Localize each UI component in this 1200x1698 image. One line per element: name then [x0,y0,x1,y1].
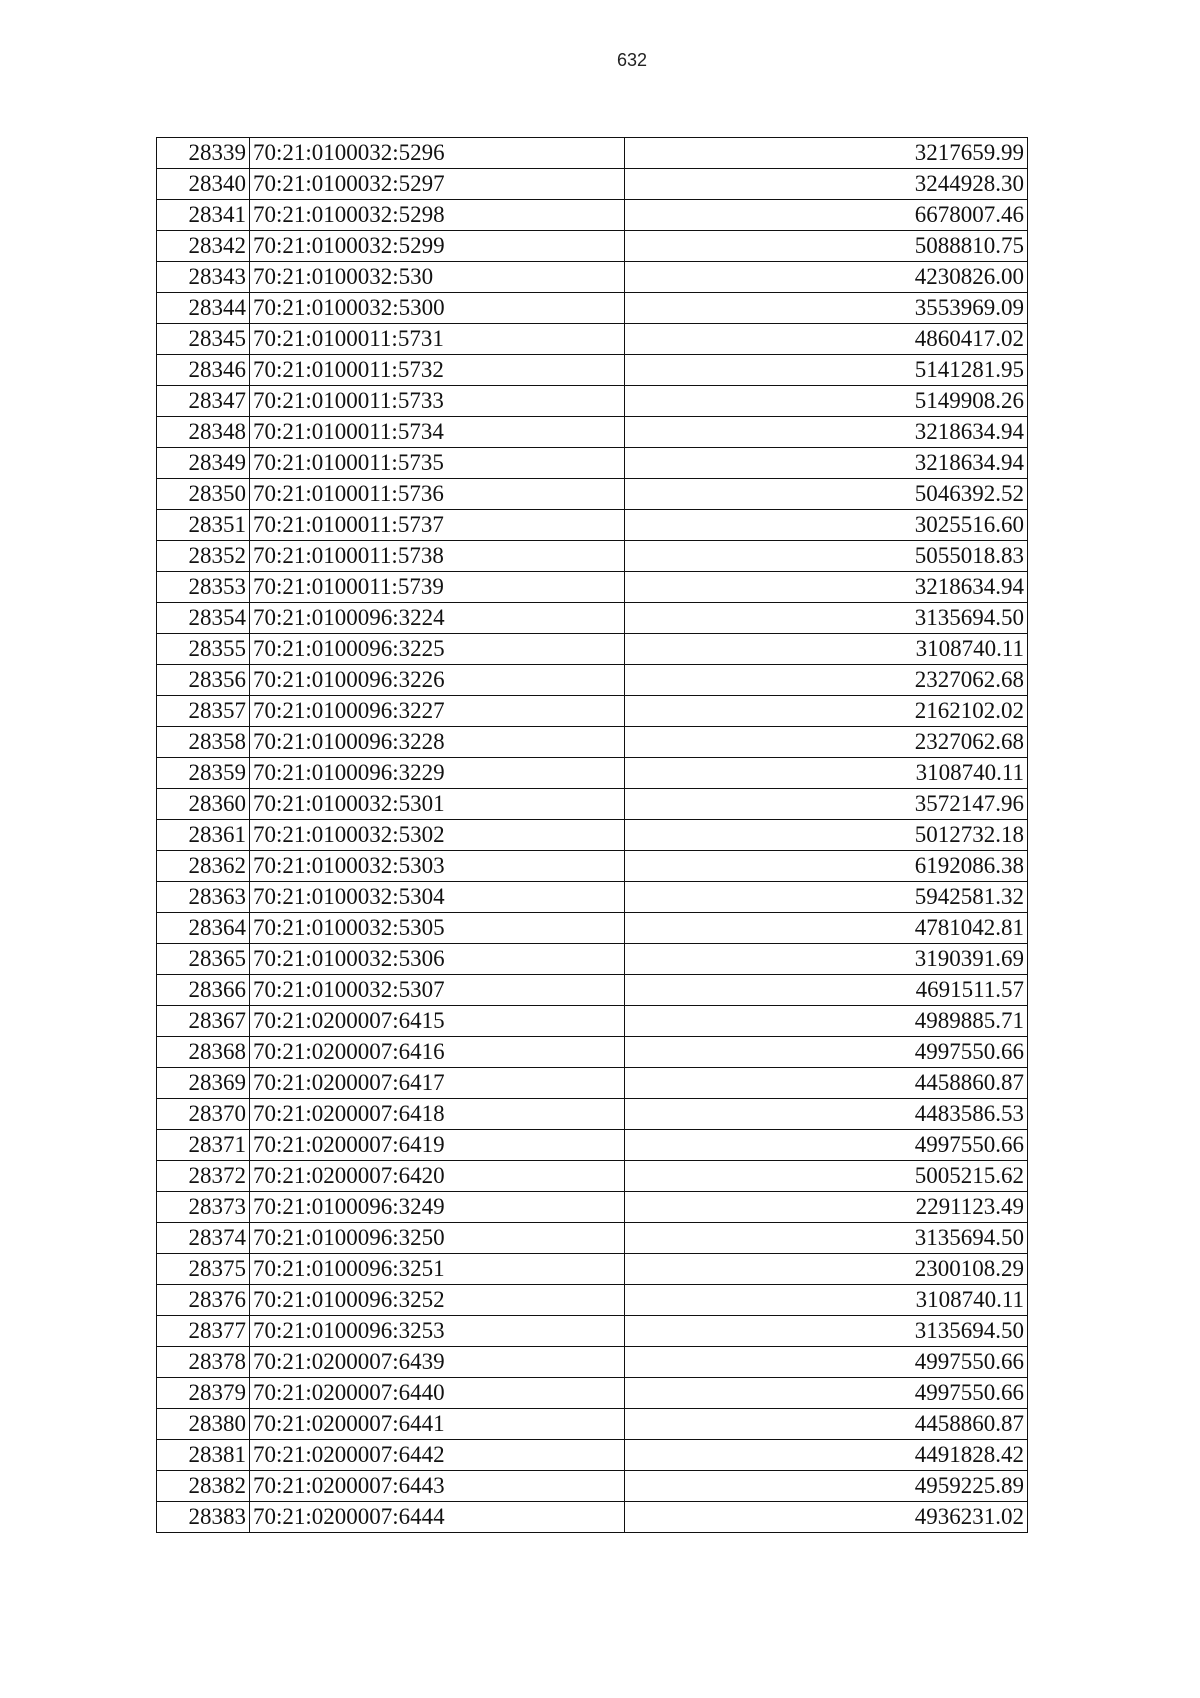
value-cell: 2291123.49 [625,1192,1028,1223]
table-row [157,572,1028,603]
cadastral-number-cell: 70:21:0200007:6439 [250,1347,625,1378]
row-number-cell: 28342 [157,231,250,262]
value-cell: 5046392.52 [625,479,1028,510]
table-row [157,820,1028,851]
row-number-cell: 28354 [157,603,250,634]
table-row [157,1254,1028,1285]
value-cell: 3135694.50 [625,1223,1028,1254]
registry-table-body [157,138,1028,1533]
cadastral-number-cell: 70:21:0100032:5300 [250,293,625,324]
cadastral-number-cell: 70:21:0100032:530 [250,262,625,293]
row-number-cell: 28373 [157,1192,250,1223]
value-cell: 5942581.32 [625,882,1028,913]
row-number-cell: 28365 [157,944,250,975]
table-row [157,417,1028,448]
table-row [157,696,1028,727]
row-number-cell: 28357 [157,696,250,727]
value-cell: 3553969.09 [625,293,1028,324]
row-number-cell: 28382 [157,1471,250,1502]
table-row [157,913,1028,944]
value-cell: 4230826.00 [625,262,1028,293]
table-row [157,231,1028,262]
cadastral-number-cell: 70:21:0100096:3249 [250,1192,625,1223]
cadastral-number-cell: 70:21:0100032:5297 [250,169,625,200]
cadastral-number-cell: 70:21:0200007:6441 [250,1409,625,1440]
table-row [157,789,1028,820]
table-row [157,262,1028,293]
row-number-cell: 28375 [157,1254,250,1285]
value-cell: 4781042.81 [625,913,1028,944]
table-row [157,1347,1028,1378]
table-row [157,665,1028,696]
value-cell: 6192086.38 [625,851,1028,882]
page-number: 632 [616,50,648,70]
cadastral-number-cell: 70:21:0200007:6416 [250,1037,625,1068]
value-cell: 3108740.11 [625,634,1028,665]
cadastral-number-cell: 70:21:0200007:6417 [250,1068,625,1099]
row-number-cell: 28371 [157,1130,250,1161]
cadastral-number-cell: 70:21:0100096:3252 [250,1285,625,1316]
row-number-cell: 28361 [157,820,250,851]
value-cell: 5141281.95 [625,355,1028,386]
cadastral-number-cell: 70:21:0100096:3250 [250,1223,625,1254]
cadastral-number-cell: 70:21:0100032:5299 [250,231,625,262]
cadastral-number-cell: 70:21:0100096:3253 [250,1316,625,1347]
cadastral-number-cell: 70:21:0100032:5305 [250,913,625,944]
cadastral-number-cell: 70:21:0100032:5302 [250,820,625,851]
cadastral-number-cell: 70:21:0100011:5739 [250,572,625,603]
value-cell: 3135694.50 [625,1316,1028,1347]
row-number-cell: 28356 [157,665,250,696]
row-number-cell: 28379 [157,1378,250,1409]
row-number-cell: 28346 [157,355,250,386]
table-row [157,944,1028,975]
row-number-cell: 28372 [157,1161,250,1192]
row-number-cell: 28353 [157,572,250,603]
value-cell: 3217659.99 [625,138,1028,169]
value-cell: 3218634.94 [625,572,1028,603]
cadastral-number-cell: 70:21:0200007:6440 [250,1378,625,1409]
value-cell: 5055018.83 [625,541,1028,572]
cadastral-number-cell: 70:21:0200007:6418 [250,1099,625,1130]
value-cell: 4997550.66 [625,1347,1028,1378]
cadastral-number-cell: 70:21:0200007:6415 [250,1006,625,1037]
row-number-cell: 28367 [157,1006,250,1037]
table-row [157,138,1028,169]
value-cell: 5149908.26 [625,386,1028,417]
row-number-cell: 28349 [157,448,250,479]
value-cell: 3025516.60 [625,510,1028,541]
value-cell: 4989885.71 [625,1006,1028,1037]
value-cell: 4936231.02 [625,1502,1028,1533]
row-number-cell: 28359 [157,758,250,789]
cadastral-number-cell: 70:21:0200007:6442 [250,1440,625,1471]
row-number-cell: 28344 [157,293,250,324]
value-cell: 6678007.46 [625,200,1028,231]
cadastral-number-cell: 70:21:0100011:5735 [250,448,625,479]
row-number-cell: 28376 [157,1285,250,1316]
table-row [157,975,1028,1006]
cadastral-number-cell: 70:21:0100032:5303 [250,851,625,882]
value-cell: 5088810.75 [625,231,1028,262]
row-number-cell: 28363 [157,882,250,913]
table-row [157,1037,1028,1068]
table-row [157,758,1028,789]
cadastral-number-cell: 70:21:0100096:3251 [250,1254,625,1285]
table-row [157,882,1028,913]
value-cell: 4997550.66 [625,1130,1028,1161]
table-row [157,324,1028,355]
cadastral-number-cell: 70:21:0100011:5732 [250,355,625,386]
row-number-cell: 28370 [157,1099,250,1130]
row-number-cell: 28351 [157,510,250,541]
table-row [157,541,1028,572]
table-row [157,1409,1028,1440]
row-number-cell: 28381 [157,1440,250,1471]
table-row [157,1502,1028,1533]
table-row [157,448,1028,479]
cadastral-number-cell: 70:21:0100032:5304 [250,882,625,913]
table-row [157,1316,1028,1347]
value-cell: 2162102.02 [625,696,1028,727]
cadastral-number-cell: 70:21:0100096:3228 [250,727,625,758]
registry-table [156,137,1028,1533]
cadastral-number-cell: 70:21:0100096:3227 [250,696,625,727]
row-number-cell: 28366 [157,975,250,1006]
cadastral-number-cell: 70:21:0100011:5733 [250,386,625,417]
value-cell: 4458860.87 [625,1068,1028,1099]
row-number-cell: 28378 [157,1347,250,1378]
row-number-cell: 28362 [157,851,250,882]
row-number-cell: 28383 [157,1502,250,1533]
cadastral-number-cell: 70:21:0200007:6444 [250,1502,625,1533]
value-cell: 3218634.94 [625,448,1028,479]
cadastral-number-cell: 70:21:0100096:3229 [250,758,625,789]
cadastral-number-cell: 70:21:0100011:5731 [250,324,625,355]
cadastral-number-cell: 70:21:0100011:5736 [250,479,625,510]
cadastral-number-cell: 70:21:0100032:5307 [250,975,625,1006]
table-row [157,1471,1028,1502]
table-row [157,1006,1028,1037]
table-row [157,386,1028,417]
table-row [157,1378,1028,1409]
value-cell: 3218634.94 [625,417,1028,448]
value-cell: 2327062.68 [625,727,1028,758]
row-number-cell: 28377 [157,1316,250,1347]
table-row [157,851,1028,882]
row-number-cell: 28339 [157,138,250,169]
row-number-cell: 28374 [157,1223,250,1254]
cadastral-number-cell: 70:21:0100011:5734 [250,417,625,448]
table-row [157,355,1028,386]
table-row [157,1285,1028,1316]
row-number-cell: 28355 [157,634,250,665]
cadastral-number-cell: 70:21:0100096:3224 [250,603,625,634]
table-row [157,634,1028,665]
value-cell: 2300108.29 [625,1254,1028,1285]
value-cell: 4483586.53 [625,1099,1028,1130]
cadastral-number-cell: 70:21:0100096:3225 [250,634,625,665]
table-row [157,1192,1028,1223]
cadastral-number-cell: 70:21:0100011:5738 [250,541,625,572]
cadastral-number-cell: 70:21:0100011:5737 [250,510,625,541]
value-cell: 4860417.02 [625,324,1028,355]
value-cell: 3108740.11 [625,758,1028,789]
value-cell: 4491828.42 [625,1440,1028,1471]
row-number-cell: 28347 [157,386,250,417]
value-cell: 3190391.69 [625,944,1028,975]
row-number-cell: 28369 [157,1068,250,1099]
table-row [157,603,1028,634]
cadastral-number-cell: 70:21:0200007:6419 [250,1130,625,1161]
table-row [157,727,1028,758]
value-cell: 4458860.87 [625,1409,1028,1440]
row-number-cell: 28368 [157,1037,250,1068]
table-row [157,169,1028,200]
value-cell: 3108740.11 [625,1285,1028,1316]
table-row [157,510,1028,541]
table-row [157,293,1028,324]
row-number-cell: 28345 [157,324,250,355]
value-cell: 4691511.57 [625,975,1028,1006]
value-cell: 3572147.96 [625,789,1028,820]
row-number-cell: 28358 [157,727,250,758]
value-cell: 3135694.50 [625,603,1028,634]
row-number-cell: 28343 [157,262,250,293]
row-number-cell: 28340 [157,169,250,200]
cadastral-number-cell: 70:21:0200007:6443 [250,1471,625,1502]
value-cell: 4959225.89 [625,1471,1028,1502]
row-number-cell: 28348 [157,417,250,448]
table-row [157,1161,1028,1192]
value-cell: 4997550.66 [625,1037,1028,1068]
table-row [157,1130,1028,1161]
cadastral-number-cell: 70:21:0200007:6420 [250,1161,625,1192]
value-cell: 4997550.66 [625,1378,1028,1409]
cadastral-number-cell: 70:21:0100032:5296 [250,138,625,169]
row-number-cell: 28360 [157,789,250,820]
cadastral-number-cell: 70:21:0100032:5301 [250,789,625,820]
value-cell: 5005215.62 [625,1161,1028,1192]
table-row [157,1099,1028,1130]
cadastral-number-cell: 70:21:0100032:5306 [250,944,625,975]
row-number-cell: 28380 [157,1409,250,1440]
cadastral-number-cell: 70:21:0100096:3226 [250,665,625,696]
table-row [157,1223,1028,1254]
value-cell: 5012732.18 [625,820,1028,851]
row-number-cell: 28364 [157,913,250,944]
value-cell: 2327062.68 [625,665,1028,696]
table-row [157,1440,1028,1471]
row-number-cell: 28350 [157,479,250,510]
cadastral-number-cell: 70:21:0100032:5298 [250,200,625,231]
table-row [157,479,1028,510]
table-row [157,200,1028,231]
row-number-cell: 28352 [157,541,250,572]
value-cell: 3244928.30 [625,169,1028,200]
table-row [157,1068,1028,1099]
row-number-cell: 28341 [157,200,250,231]
